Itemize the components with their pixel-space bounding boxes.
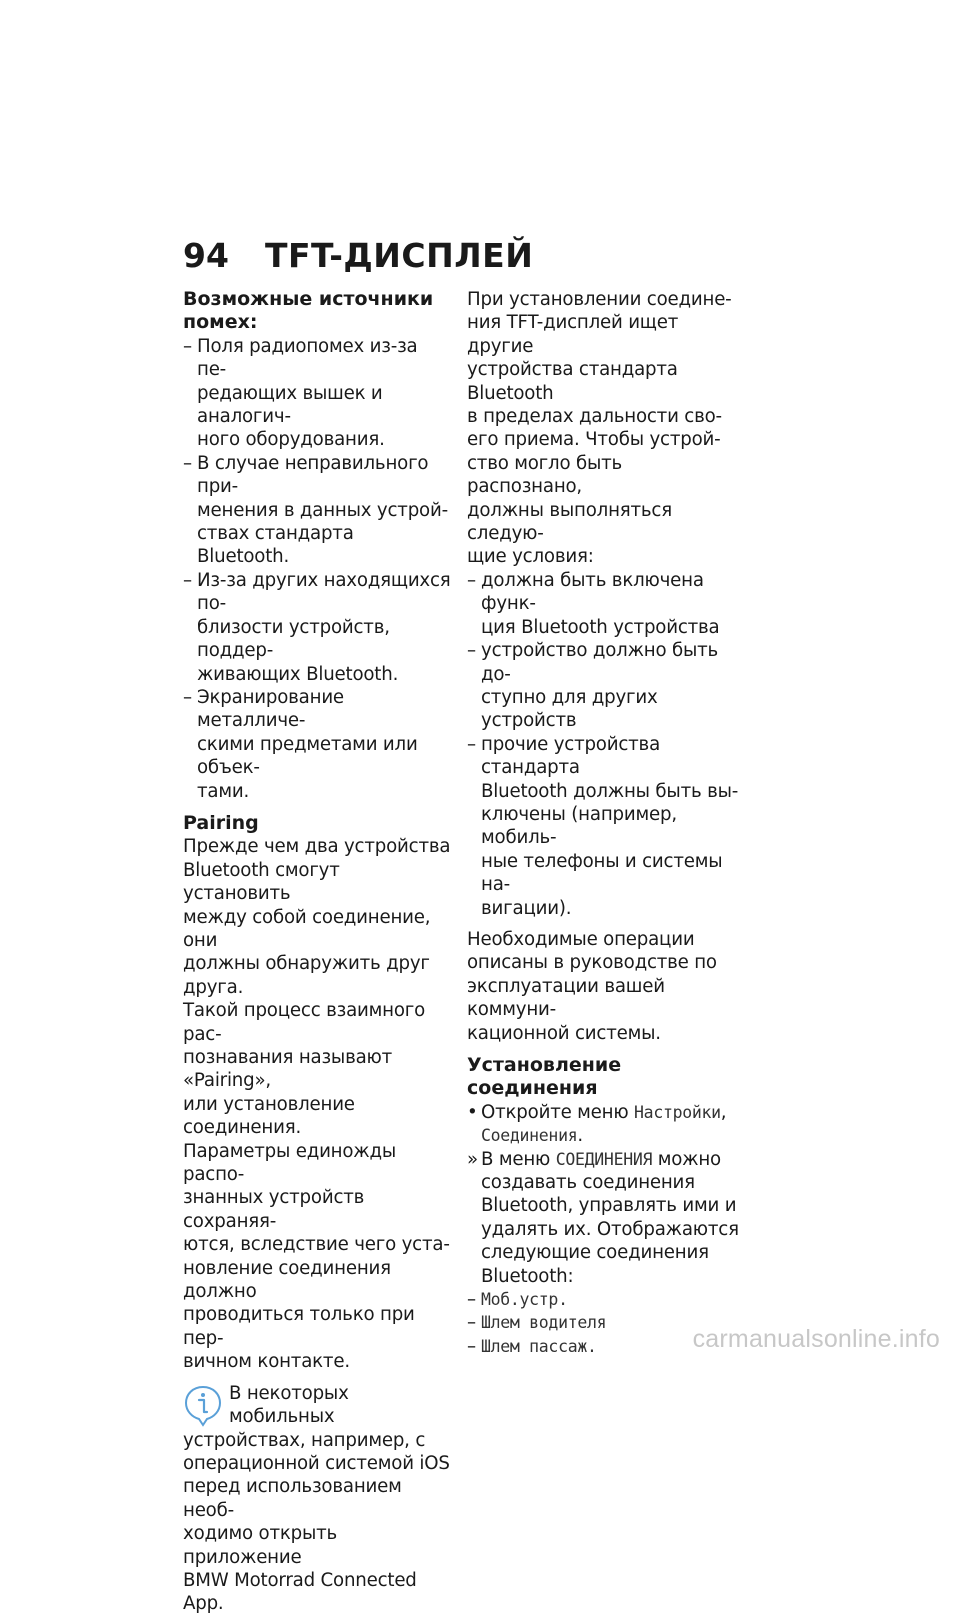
list-item: – Моб.устр. — [467, 1289, 568, 1311]
chapter-title: TFT-ДИСПЛЕЙ — [265, 236, 534, 275]
list-item: – устройство должно быть до- ступно для других устройств — [467, 640, 719, 732]
dash-bullet: – — [183, 452, 192, 474]
list-item: – прочие устройства стандарта Bluetooth должны быть вы- ключены (например, мобиль- ные телефоны и системы на- вигации). — [467, 733, 739, 919]
connection-heading: Установление соединения — [467, 1054, 622, 1100]
dash-bullet: – — [467, 733, 476, 755]
step-item: » В меню СОЕДИНЕНИЯ можно создавать соединения Bluetooth, управлять ими и удалять их. Отображаются следующие соединения Bluetooth: — [467, 1148, 739, 1287]
list-item: – должна быть включена функ- ция Bluetooth устройства — [467, 569, 720, 638]
dash-bullet: – — [467, 1335, 476, 1357]
dash-bullet: – — [467, 1289, 476, 1311]
intro-paragraph: При установлении соедине- ния TFT-дисплей ищет другие устройства стандарта Bluetooth в пределах дальности сво- его приема. Чтобы устрой- ство могло быть распознано, должны выполняться следую- щие условия: — [467, 289, 732, 568]
info-note: В некоторых мобильных устройствах, например, с операционной системой iOS перед использованием необ- ходимо открыть приложение BMW Motorrad Connected App. — [183, 1382, 450, 1615]
pairing-heading: Pairing — [183, 811, 259, 834]
conditions-list — [467, 569, 739, 920]
info-icon — [183, 1384, 223, 1428]
left-column — [183, 288, 451, 1616]
list-item: – Шлем пассаж. — [467, 1335, 597, 1357]
list-item: – Из-за других находящихся по- близости устройств, поддер- живающих Bluetooth. — [183, 569, 451, 685]
dash-bullet: – — [183, 569, 192, 591]
interference-list — [183, 335, 451, 803]
list-item: – В случае неправильного при- менения в данных устрой- ствах стандарта Bluetooth. — [183, 452, 448, 568]
dash-bullet: – — [183, 686, 192, 708]
right-column — [467, 288, 739, 1366]
watermark: carmanualsonline.info — [692, 1325, 940, 1353]
page-number: 94 — [183, 236, 229, 275]
dash-bullet: – — [467, 1312, 476, 1334]
operations-paragraph: Необходимые операции описаны в руководстве по эксплуатации вашей коммуни- кационной системы. — [467, 928, 717, 1044]
list-item: – Шлем водителя — [467, 1312, 607, 1334]
menu-connections-caps: СОЕДИНЕНИЯ — [555, 1149, 653, 1169]
step-item: • Откройте меню Настройки, Соединения. — [467, 1101, 727, 1147]
list-item: – Экранирование металличе- скими предметами или объек- тами. — [183, 686, 418, 802]
dash-bullet: – — [183, 335, 192, 357]
interference-heading: Возможные источники помех: — [183, 288, 434, 334]
step-bullet: • — [467, 1101, 478, 1123]
dash-bullet: – — [467, 640, 476, 662]
pairing-paragraph: Прежде чем два устройства Bluetooth смогут установить между собой соединение, они должны обнаружить друг друга. Такой процесс взаимного рас- познавания называют «Pairing», или установление соединения. Параметры единожды распо- знанных устройств сохраняя- ются, вследствие чего уста- новление соединения должно проводиться только при пер- вичном контакте. — [183, 836, 451, 1373]
connection-steps — [467, 1101, 739, 1288]
menu-connections: Соединения — [481, 1126, 578, 1146]
menu-settings: Настройки — [634, 1102, 721, 1122]
result-bullet: » — [467, 1148, 478, 1170]
list-item: – Поля радиопомех из-за пе- редающих вышек и аналогич- ного оборудования. — [183, 335, 418, 451]
dash-bullet: – — [467, 569, 476, 591]
